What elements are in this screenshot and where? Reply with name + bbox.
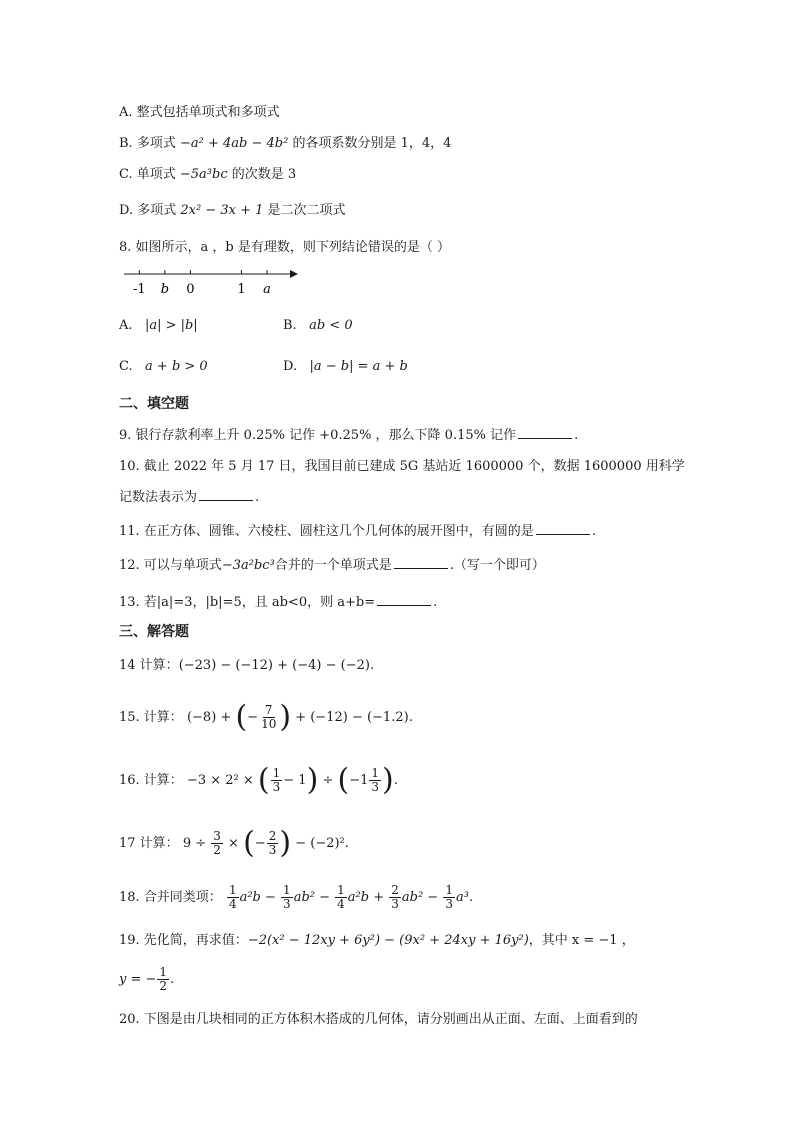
q19-cond: ，其中 x = −1 ， [528, 933, 635, 948]
q18-t5-num: 1 [445, 883, 453, 897]
q16-paren2-left: ( [337, 762, 350, 798]
q18-t5-den: 3 [445, 897, 453, 911]
q18-label: 18. 合并同类项： [119, 890, 222, 905]
q12 [119, 556, 545, 575]
q18-t1-num: 1 [228, 883, 237, 897]
q17-frac1-den: 2 [213, 843, 221, 857]
q12-text: 12. 可以与单项式 [119, 558, 222, 573]
q16-part4: −1 [349, 773, 369, 788]
q15-frac-den: 10 [261, 717, 277, 731]
q18-t1-var: a²b − [239, 890, 276, 905]
q10-line2-text: 记数法表示为 [119, 490, 198, 505]
q9-answer-blank[interactable] [518, 426, 572, 439]
q10-line2 [119, 488, 259, 507]
q7-option-d [119, 202, 346, 220]
q7-option-c-post: 的次数是 3 [231, 167, 297, 182]
q16-paren1-left: ( [257, 762, 270, 798]
q8-option-b-label: B. [283, 318, 297, 333]
q17-frac1-num: 3 [213, 829, 221, 843]
q7-option-d-post: 是二次二项式 [267, 203, 346, 218]
q9 [119, 426, 578, 445]
q16-frac2-num: 1 [371, 766, 380, 780]
q18-t5-var: a³ [455, 890, 469, 905]
q8-option-d-label: D. [283, 359, 298, 374]
q16-frac2-den: 3 [371, 780, 380, 794]
q15-part1: (−8) + [186, 710, 232, 725]
q15-label: 15. 计算： [119, 710, 183, 725]
q18-t3-var: a²b + [347, 890, 385, 905]
q20: 20. 下图是由几块相同的正方体积木搭成的几何体，请分别画出从正面、左面、上面看到的 [119, 1012, 638, 1027]
q18-t4-den: 3 [391, 897, 399, 911]
q7-option-b-expr: −a² + 4ab − 4b² [179, 136, 289, 151]
q7-option-c [119, 166, 296, 184]
q16 [119, 763, 398, 799]
q8-option-a-expr: |a| > |b| [144, 318, 198, 333]
number-line-arrow-icon [290, 270, 298, 278]
q12-mid: 合并的一个单项式是 [274, 558, 392, 573]
q12-answer-blank[interactable] [394, 556, 448, 569]
q16-paren1-right: ) [306, 762, 319, 798]
number-line-label: a [263, 282, 271, 297]
number-line-label: 1 [237, 282, 246, 297]
q14 [119, 657, 374, 675]
q7-option-a: A. 整式包括单项式和多项式 [119, 105, 280, 120]
q18-term1-frac [227, 884, 239, 911]
q10-end: . [255, 490, 260, 505]
q15-part2: + (−12) − (−1.2) [295, 710, 409, 725]
q15-fraction [259, 704, 278, 731]
q14-label: 14 计算： [119, 658, 179, 673]
section2-title: 二、填空题 [119, 396, 189, 412]
q16-fraction1 [271, 767, 283, 794]
q17-part3: − (−2)² [295, 836, 345, 851]
q18-t2-den: 3 [283, 897, 291, 911]
number-line-label: b [160, 282, 170, 297]
q19-end: . [170, 972, 175, 987]
q15-right-paren: ) [279, 699, 292, 735]
q16-frac1-den: 3 [272, 780, 281, 794]
q13-end: . [433, 595, 438, 610]
q17-label: 17 计算： [119, 836, 179, 851]
q9-text: 9. 银行存款利率上升 0.25% 记作 +0.25% ，那么下降 0.15% 记作 [119, 428, 517, 443]
q18-t2-num: 1 [283, 883, 291, 897]
q8-option-b [283, 317, 353, 335]
q7-option-d-expr: 2x² − 3x + 1 [180, 203, 264, 218]
q13-answer-blank[interactable] [377, 593, 431, 606]
q8-stem: 8. 如图所示，a ，b 是有理数，则下列结论错误的是（ ） [119, 240, 451, 255]
q17-neg: − [254, 836, 266, 851]
q18-term2-frac [281, 884, 293, 911]
q11-text: 11. 在正方体、圆锥、六棱柱、圆柱这几个几何体的展开图中，有圆的是 [119, 524, 534, 539]
q8-option-c-label: C. [119, 359, 133, 374]
q17-fraction2 [267, 830, 279, 857]
q19-y-frac [157, 966, 169, 993]
number-line-label: 0 [186, 282, 195, 297]
q19-y-num: 1 [159, 965, 168, 979]
q18-t4-num: 2 [391, 883, 399, 897]
q18-t3-den: 4 [337, 897, 345, 911]
q17-fraction1 [211, 830, 223, 857]
q16-part1: −3 × 2² × [186, 773, 254, 788]
q16-fraction2 [369, 767, 381, 794]
q19-y-pre: y = − [119, 972, 157, 987]
number-line-figure [120, 262, 320, 302]
q18 [119, 880, 473, 916]
q8-option-a-label: A. [119, 318, 133, 333]
q16-paren2-right: ) [382, 762, 394, 798]
q17 [119, 826, 349, 862]
q7-option-b-pre: B. 多项式 [119, 136, 176, 151]
q15-frac-num: 7 [264, 703, 273, 717]
q18-end: . [468, 890, 474, 905]
q17-frac2-num: 2 [268, 829, 277, 843]
q12-expr: −3a²bc³ [221, 558, 275, 573]
q17-end: . [344, 836, 349, 851]
q10-line1: 10. 截止 2022 年 5 月 17 日，我国目前已建成 5G 基站近 1600000 个，数据 1600000 用科学 [119, 459, 685, 474]
q17-paren-left: ( [243, 825, 255, 861]
q14-expr: (−23) − (−12) + (−4) − (−2) [178, 658, 370, 673]
q7-option-d-pre: D. 多项式 [119, 203, 177, 218]
q7-option-c-expr: −5a³bc [179, 167, 228, 182]
q12-end: .（写一个即可） [449, 558, 545, 573]
q7-option-b [119, 135, 451, 153]
q17-times: × [228, 836, 239, 851]
q10-answer-blank[interactable] [199, 488, 253, 501]
q18-term5-frac [443, 884, 455, 911]
q19-line1 [119, 932, 635, 950]
q7-option-c-pre: C. 单项式 [119, 167, 176, 182]
q13 [119, 593, 437, 612]
q18-t2-var: ab² − [293, 890, 330, 905]
q14-end: . [369, 658, 375, 673]
q16-frac1-num: 1 [272, 766, 281, 780]
q19-expr: −2(x² − 12xy + 6y²) − (9x² + 24xy + 16y²) [247, 933, 529, 948]
q15-left-paren: ( [235, 699, 248, 735]
q16-end: . [393, 773, 398, 788]
q18-t1-den: 4 [228, 897, 237, 911]
q18-t4-var: ab² − [401, 890, 439, 905]
q9-end: . [574, 428, 579, 443]
q19-y-den: 2 [159, 979, 168, 993]
q8-option-a [119, 317, 198, 335]
q11-answer-blank[interactable] [536, 522, 590, 535]
q15-neg: − [247, 710, 259, 725]
q8-option-b-expr: ab < 0 [309, 318, 353, 333]
q16-div: ÷ [322, 773, 334, 788]
q11-end: . [591, 524, 596, 539]
q8-option-c [119, 358, 208, 376]
q8-option-d [283, 358, 408, 376]
q18-t3-num: 1 [337, 883, 345, 897]
q19-line2 [119, 962, 174, 998]
q17-part1: 9 ÷ [182, 836, 207, 851]
q16-label: 16. 计算： [119, 773, 183, 788]
q17-frac2-den: 3 [268, 843, 277, 857]
section3-title: 三、解答题 [119, 624, 189, 640]
q17-paren-right: ) [279, 825, 292, 861]
q18-term4-frac [389, 884, 401, 911]
q8-option-d-expr: |a − b| = a + b [309, 359, 408, 374]
q18-term3-frac [335, 884, 347, 911]
q15-end: . [408, 710, 413, 725]
number-line-label: -1 [132, 282, 146, 297]
q11 [119, 522, 596, 541]
q13-text: 13. 若|a|=3，|b|=5，且 ab<0，则 a+b= [119, 595, 376, 610]
q16-part2: − 1 [283, 773, 307, 788]
q8-option-c-expr: a + b > 0 [145, 359, 208, 374]
q19-label: 19. 先化简，再求值： [119, 933, 248, 948]
q15 [119, 700, 413, 736]
q7-option-b-post: 的各项系数分别是 1，4，4 [292, 136, 452, 151]
